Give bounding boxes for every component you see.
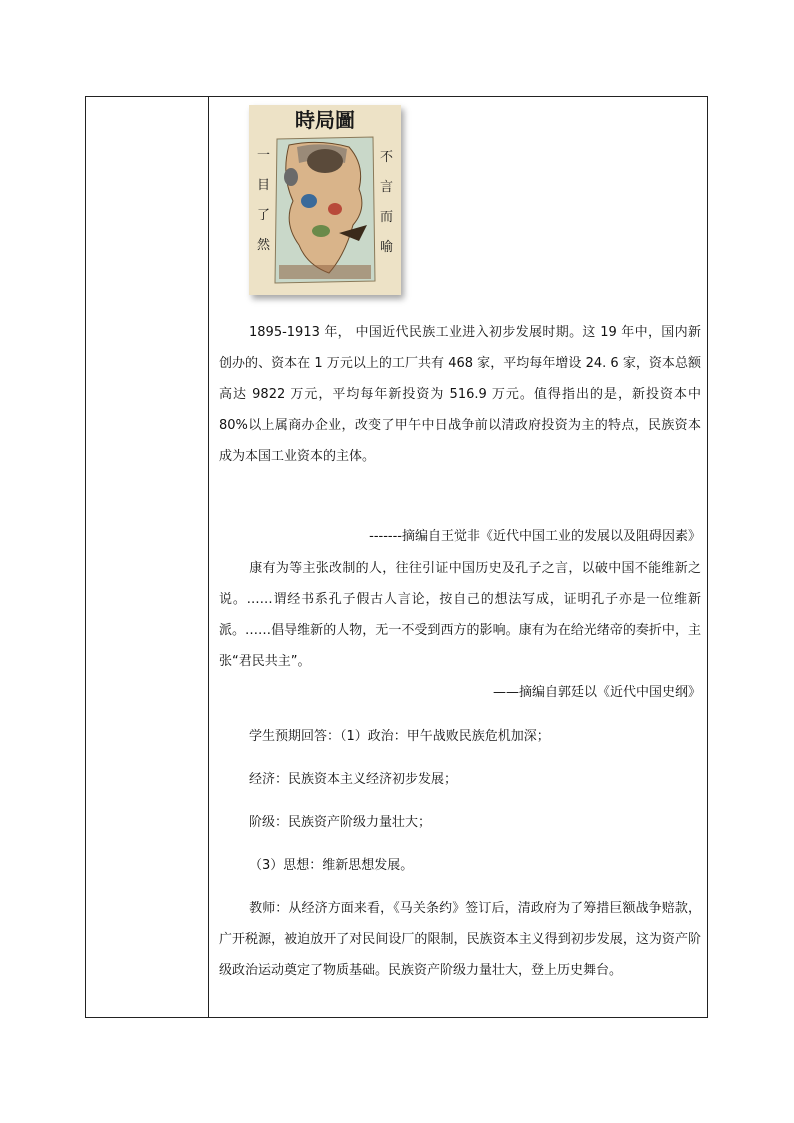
student-answer-economy: 经济：民族资本主义经济初步发展；: [249, 772, 458, 787]
lesson-table: [85, 96, 708, 1018]
poster-left-caption: 一目了然: [257, 148, 271, 253]
source-citation-2: ——摘编自郭廷以《近代中国史纲》: [492, 685, 701, 700]
student-answer-politics: 学生预期回答：（1）政治：甲午战败民族危机加深；: [249, 729, 550, 744]
student-answer-class: 阶级：民族资产阶级力量壮大；: [249, 815, 432, 830]
left-cell: [86, 97, 208, 1017]
teacher-explanation: 教师：从经济方面来看，《马关条约》签订后，清政府为了筹措巨额战争赔款，广开税源，被迫放开了对民间设厂的限制，民族资本主义得到初步发展，这为资产阶级政治运动奠定了物质基础。民族资产阶级力量壮大，登上历史舞台。: [219, 901, 701, 978]
student-answer-thought: （3）思想：维新思想发展。: [249, 858, 414, 873]
poster-right-caption: 不言而喻: [380, 150, 394, 255]
shiju-tu-poster-image: [249, 105, 401, 295]
source-citation-1: -------摘编自王觉非《近代中国工业的发展以及阻碍因素》: [369, 529, 701, 544]
content-cell: [209, 97, 707, 1017]
paragraph-industry-development: 1895-1913 年， 中国近代民族工业进入初步发展时期。这 19 年中，国内新创办的、资本在 1 万元以上的工厂共有 468 家，平均每年增设 24. 6 家，资本总额高达 9822 万元，平均每年新投资为 516.9 万元。值得指出的是，新投资本中 80%以上属商办企业，改变了甲午中日战争前以清政府投资为主的特点，民族资本成为本国工业资本的主体。: [219, 325, 701, 464]
poster-title: 時局圖: [295, 108, 355, 132]
paragraph-kang-youwei: 康有为等主张改制的人，往往引证中国历史及孔子之言，以破中国不能维新之说。……谓经书系孔子假古人言论，按自己的想法写成，证明孔子亦是一位维新派。……倡导维新的人物，无一不受到西方的影响。康有为在给光绪帝的奏折中，主张“君民共主”。: [219, 561, 701, 669]
